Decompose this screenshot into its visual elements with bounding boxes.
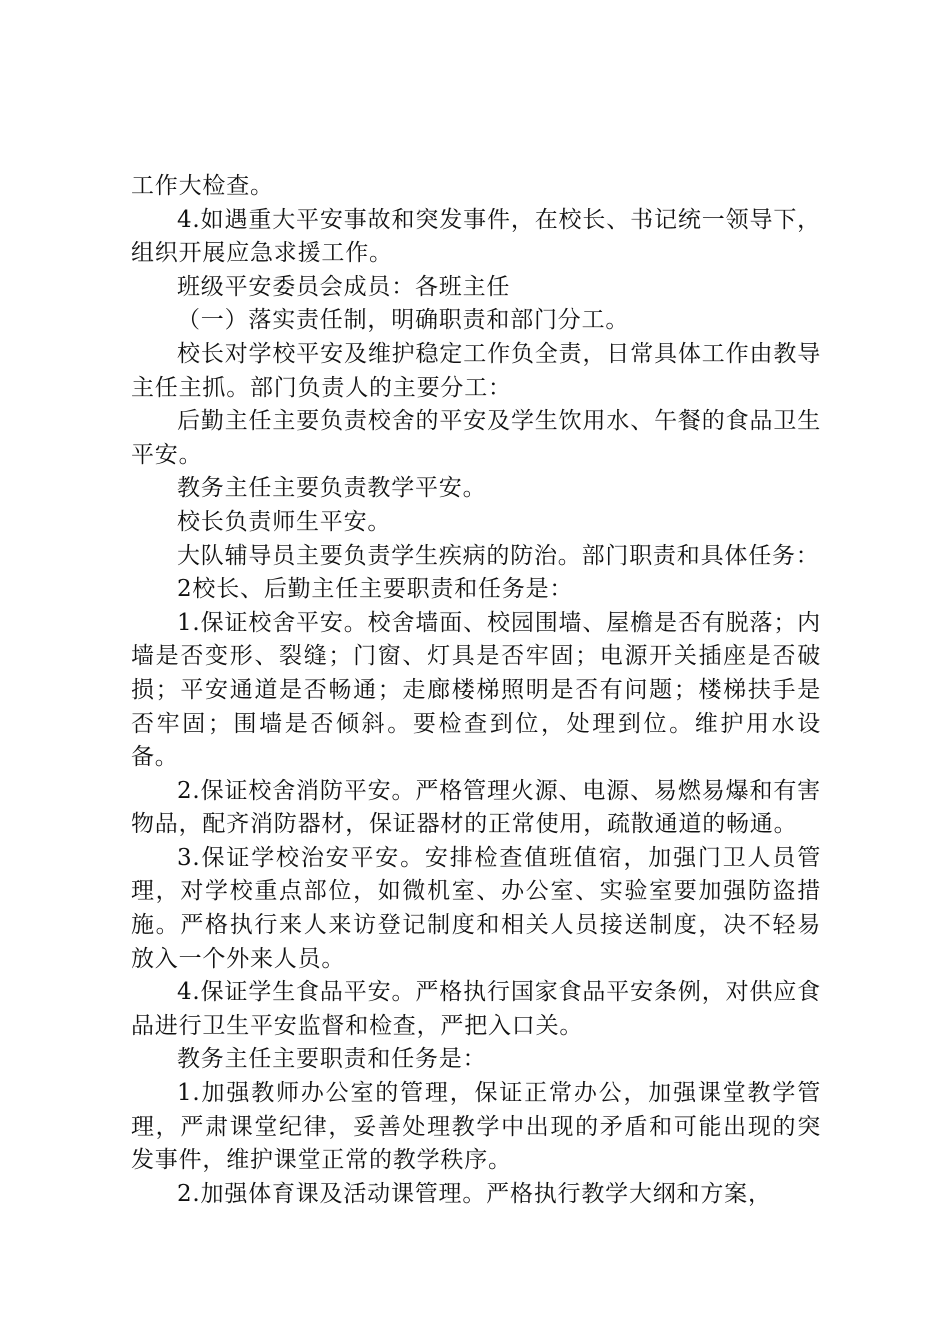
- paragraph: 1.加强教师办公室的管理，保证正常办公，加强课堂教学管理，严肃课堂纪律，妥善处理教学中出现的矛盾和可能出现的突发事件，维护课堂正常的教学秩序。: [131, 1080, 821, 1174]
- paragraph: 1.保证校舍平安。校舍墙面、校园围墙、屋檐是否有脱落；内墙是否变形、裂缝；门窗、灯具是否牢固；电源开关插座是否破损；平安通道是否畅通；走廊楼梯照明是否有问题；楼梯扶手是否牢固；围墙是否倾斜。要检查到位，处理到位。维护用水设备。: [131, 609, 821, 771]
- paragraph: 3.保证学校治安平安。安排检查值班值宿，加强门卫人员管理，对学校重点部位，如微机室、办公室、实验室要加强防盗措施。严格执行来人来访登记制度和相关人员接送制度，决不轻易放入一个外来人员。: [131, 844, 821, 972]
- paragraph: 2.加强体育课及活动课管理。严格执行教学大纲和方案，: [177, 1180, 772, 1207]
- paragraph: 大队辅导员主要负责学生疾病的防治。部门职责和具体任务：: [177, 542, 820, 569]
- paragraph: 教务主任主要负责教学平安。: [177, 475, 487, 502]
- paragraph: （一）落实责任制，明确职责和部门分工。: [177, 307, 630, 334]
- document-body: [131, 170, 821, 1211]
- paragraph: 2校长、后勤主任主要职责和任务是：: [177, 576, 574, 603]
- paragraph: 4.如遇重大平安事故和突发事件，在校长、书记统一领导下，组织开展应急求援工作。: [131, 206, 821, 267]
- paragraph: 校长负责师生平安。: [177, 508, 392, 535]
- paragraph: 2.保证校舍消防平安。严格管理火源、电源、易燃易爆和有害物品，配齐消防器材，保证器材的正常使用，疏散通道的畅通。: [131, 777, 821, 838]
- paragraph: 教务主任主要职责和任务是：: [177, 1046, 487, 1073]
- paragraph: 4.保证学生食品平安。严格执行国家食品平安条例，对供应食品进行卫生平安监督和检查，严把入口关。: [131, 979, 821, 1039]
- paragraph: 后勤主任主要负责校舍的平安及学生饮用水、午餐的食品卫生平安。: [131, 408, 821, 468]
- paragraph: 班级平安委员会成员：各班主任: [177, 273, 511, 300]
- paragraph: 校长对学校平安及维护稳定工作负全责，日常具体工作由教导主任主抓。部门负责人的主要分工：: [131, 340, 821, 401]
- paragraph: 工作大检查。: [131, 173, 274, 199]
